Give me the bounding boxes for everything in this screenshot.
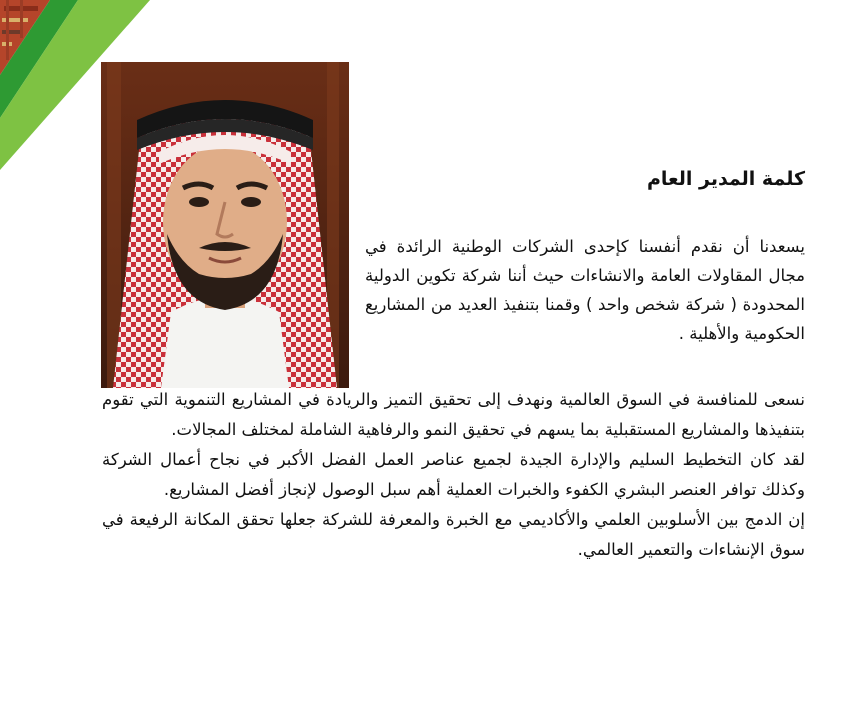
page-title: كلمة المدير العام <box>646 168 805 190</box>
paragraph-competition: نسعى للمنافسة في السوق العالمية ونهدف إلى تحقيق التميز والريادة في المشاريع التنموية التي تقوم بتنفيذها والمشاريع المستقبلية بما يسهم في تحقيق النمو والرفاهية الشاملة لمختلف المجالات. <box>102 390 805 439</box>
thobe <box>161 297 289 388</box>
intro-paragraph: يسعدنا أن نقدم أنفسنا كإحدى الشركات الوطنية الرائدة في مجال المقاولات العامة والانشاءات حيث أننا شركة تكوين الدولية المحدودة ( شركة شخص واحد ) وقمنا بتنفيذ العديد من المشاريع الحكومية والأهلية . <box>365 237 805 343</box>
manager-portrait <box>101 62 349 388</box>
paragraph-integration: إن الدمج بين الأسلوبين العلمي والأكاديمي مع الخبرة والمعرفة للشركة جعلها تحقق المكانة الرفيعة في سوق الإنشاءات والتعمير العالمي. <box>102 510 805 559</box>
paragraph-planning: لقد كان التخطيط السليم والإدارة الجيدة لجميع عناصر العمل الفضل الأكبر في نجاح أعمال الشركة وكذلك توافر العنصر البشري الكفوء والخبرات العملية أهم سبل الوصول لإنجاز أفضل المشاريع. <box>102 450 805 499</box>
body-text <box>102 385 805 565</box>
